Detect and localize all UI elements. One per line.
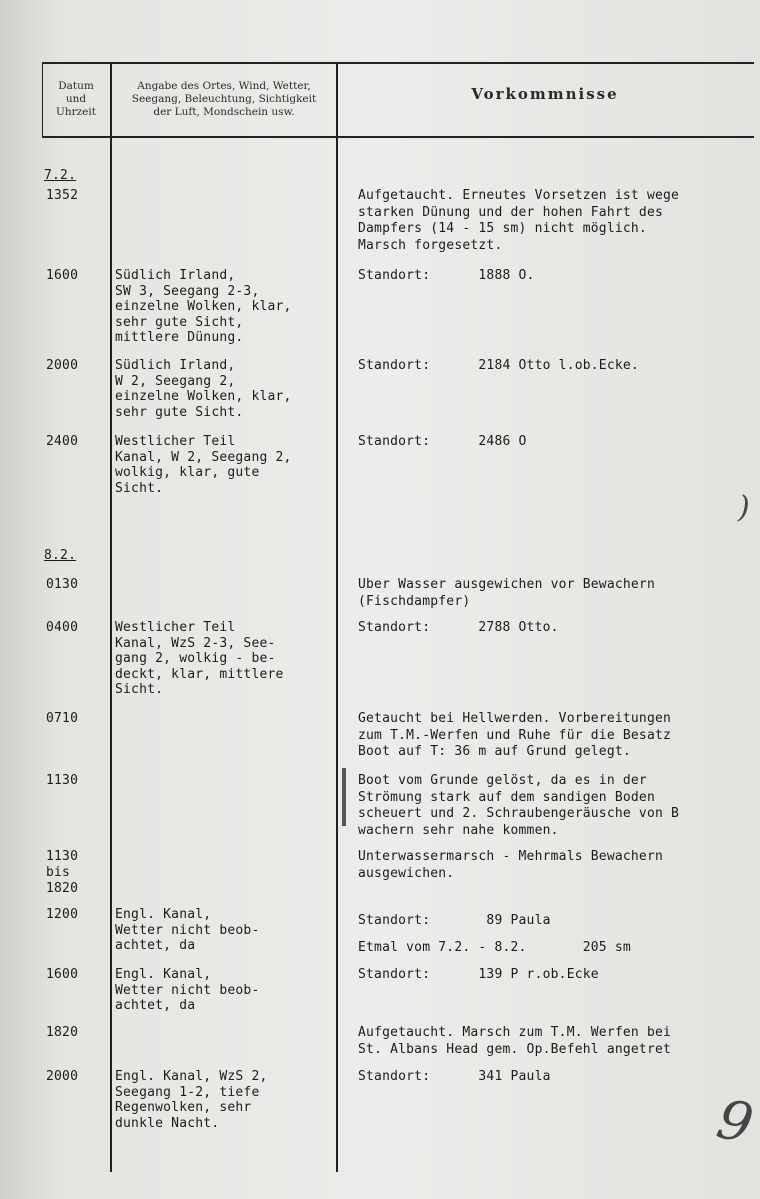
location-weather-line: SW 3, Seegang 2-3, (115, 283, 260, 299)
entry-time: 2400 (46, 434, 79, 449)
event-line: Etmal vom 7.2. - 8.2. 205 sm (358, 940, 631, 955)
entry-time: 1200 (46, 907, 79, 922)
header-events: Vorkommnisse (471, 85, 619, 103)
entry-location-weather (115, 434, 292, 496)
event-line: Standort: 2486 O (358, 434, 527, 449)
location-weather-line: dunkle Nacht. (115, 1115, 220, 1131)
location-weather-line: Engl. Kanal, WzS 2, (115, 1069, 268, 1084)
column-divider-1 (110, 62, 112, 1172)
location-weather-line: einzelne Wolken, klar, (115, 389, 292, 404)
event-line: Über Wasser ausgewichen vor Bewachern (358, 577, 655, 592)
location-weather-line: Kanal, W 2, Seegang 2, (115, 449, 292, 465)
entry-location-weather (115, 967, 259, 1014)
header-location-weather: Angabe des Ortes, Wind, Wetter, Seegang, Beleuchtung, Sichtigkeit der Luft, Mondschein usw. (131, 80, 317, 118)
entry-location-weather (115, 358, 292, 420)
entry-events (358, 711, 758, 761)
entry-location-weather (115, 620, 284, 698)
location-weather-line: Westlicher Teil (115, 434, 236, 449)
event-line: St. Albans Head gem. Op.Befehl angetret (358, 1041, 672, 1057)
event-line: Standort: 341 Paula (358, 1069, 551, 1084)
entry-time: 2000 (46, 358, 79, 373)
location-weather-line: sehr gute Sicht, (115, 314, 244, 330)
entry-time: 0130 (46, 577, 79, 592)
event-line: Boot auf T: 36 m auf Grund gelegt. (358, 744, 631, 759)
location-weather-line: Regenwolken, sehr (115, 1100, 252, 1115)
entry-location-weather (115, 907, 259, 954)
location-weather-line: Seegang 1-2, tiefe (115, 1084, 260, 1100)
event-line: Standort: 2184 Otto l.ob.Ecke. (358, 358, 639, 373)
location-weather-line: wolkig, klar, gute (115, 465, 260, 480)
event-line: Standort: 1888 O. (358, 268, 535, 283)
event-line: Dampfers (14 - 15 sm) nicht möglich. (358, 221, 647, 236)
header-date-time: Datum und Uhrzeit (56, 80, 96, 118)
location-weather-line: mittlere Dünung. (115, 330, 244, 345)
entry-events (358, 268, 758, 285)
table-left-rule (42, 62, 43, 138)
location-weather-line: deckt, klar, mittlere (115, 666, 284, 682)
entry-location-weather (115, 268, 292, 346)
location-weather-line: achtet, da (115, 998, 196, 1013)
location-weather-line: Westlicher Teil (115, 620, 236, 635)
event-line: zum T.M.-Werfen und Ruhe für die Besatz (358, 727, 672, 743)
location-weather-line: Wetter nicht beob- (115, 922, 260, 938)
entry-events (358, 1069, 758, 1086)
entry-events (358, 577, 758, 610)
entry-time: 1130 bis 1820 (46, 849, 79, 896)
location-weather-line: Südlich Irland, (115, 268, 236, 283)
entry-date: 7.2. (44, 168, 77, 183)
entry-events (358, 773, 758, 839)
entry-time: 1600 (46, 967, 79, 982)
margin-pencil-mark (342, 768, 346, 826)
entry-events (358, 620, 758, 637)
handwritten-page-mark: 9 (711, 1087, 759, 1156)
event-line: Strömung stark auf dem sandigen Boden (358, 789, 655, 805)
entry-events (358, 967, 758, 984)
location-weather-line: Kanal, WzS 2-3, See- (115, 635, 276, 651)
entry-time: 1600 (46, 268, 79, 283)
location-weather-line: sehr gute Sicht. (115, 404, 244, 420)
event-line: (Fischdampfer) (358, 593, 471, 609)
event-line: Aufgetaucht. Erneutes Vorsetzen ist wege (358, 188, 680, 203)
event-line: Marsch forgesetzt. (358, 237, 503, 253)
location-weather-line: achtet, da (115, 938, 196, 953)
location-weather-line: Engl. Kanal, (115, 907, 212, 922)
entry-time: 0710 (46, 711, 79, 726)
event-line: ausgewichen. (358, 865, 455, 881)
event-line: wachern sehr nahe kommen. (358, 822, 559, 838)
entry-time: 2000 (46, 1069, 79, 1084)
entry-location-weather (115, 1069, 268, 1131)
event-line: Standort: 89 Paula (358, 913, 551, 928)
header-bottom-rule (42, 136, 754, 138)
entry-events (358, 358, 758, 375)
event-line: starken Dünung und der hohen Fahrt des (358, 204, 664, 220)
event-line: Standort: 2788 Otto. (358, 620, 559, 635)
event-line: Standort: 139 P r.ob.Ecke (358, 967, 599, 982)
entry-time: 0400 (46, 620, 79, 635)
entry-events (358, 434, 758, 451)
entry-time: 1130 (46, 773, 79, 788)
entry-events (358, 849, 758, 882)
location-weather-line: Sicht. (115, 480, 164, 496)
location-weather-line: W 2, Seegang 2, (115, 373, 236, 389)
event-line: Unterwassermarsch - Mehrmals Bewachern (358, 849, 664, 864)
entry-time: 1352 (46, 188, 79, 203)
location-weather-line: Südlich Irland, (115, 358, 236, 373)
location-weather-line: gang 2, wolkig - be- (115, 651, 276, 666)
entry-date: 8.2. (44, 548, 77, 563)
location-weather-line: Sicht. (115, 682, 164, 697)
event-line: Boot vom Grunde gelöst, da es in der (358, 773, 647, 788)
entry-events (358, 907, 758, 961)
entry-time: 1820 (46, 1025, 79, 1040)
table-top-rule (42, 62, 754, 64)
entry-events (358, 1025, 758, 1058)
event-line: Aufgetaucht. Marsch zum T.M. Werfen bei (358, 1025, 672, 1040)
event-line: scheuert und 2. Schraubengeräusche von B (358, 806, 680, 821)
location-weather-line: Engl. Kanal, (115, 967, 212, 982)
column-divider-2 (336, 62, 338, 1172)
location-weather-line: einzelne Wolken, klar, (115, 299, 292, 314)
handwritten-mark: ) (738, 490, 750, 525)
location-weather-line: Wetter nicht beob- (115, 982, 260, 998)
event-line: Getaucht bei Hellwerden. Vorbereitungen (358, 711, 672, 726)
entry-events (358, 188, 758, 254)
